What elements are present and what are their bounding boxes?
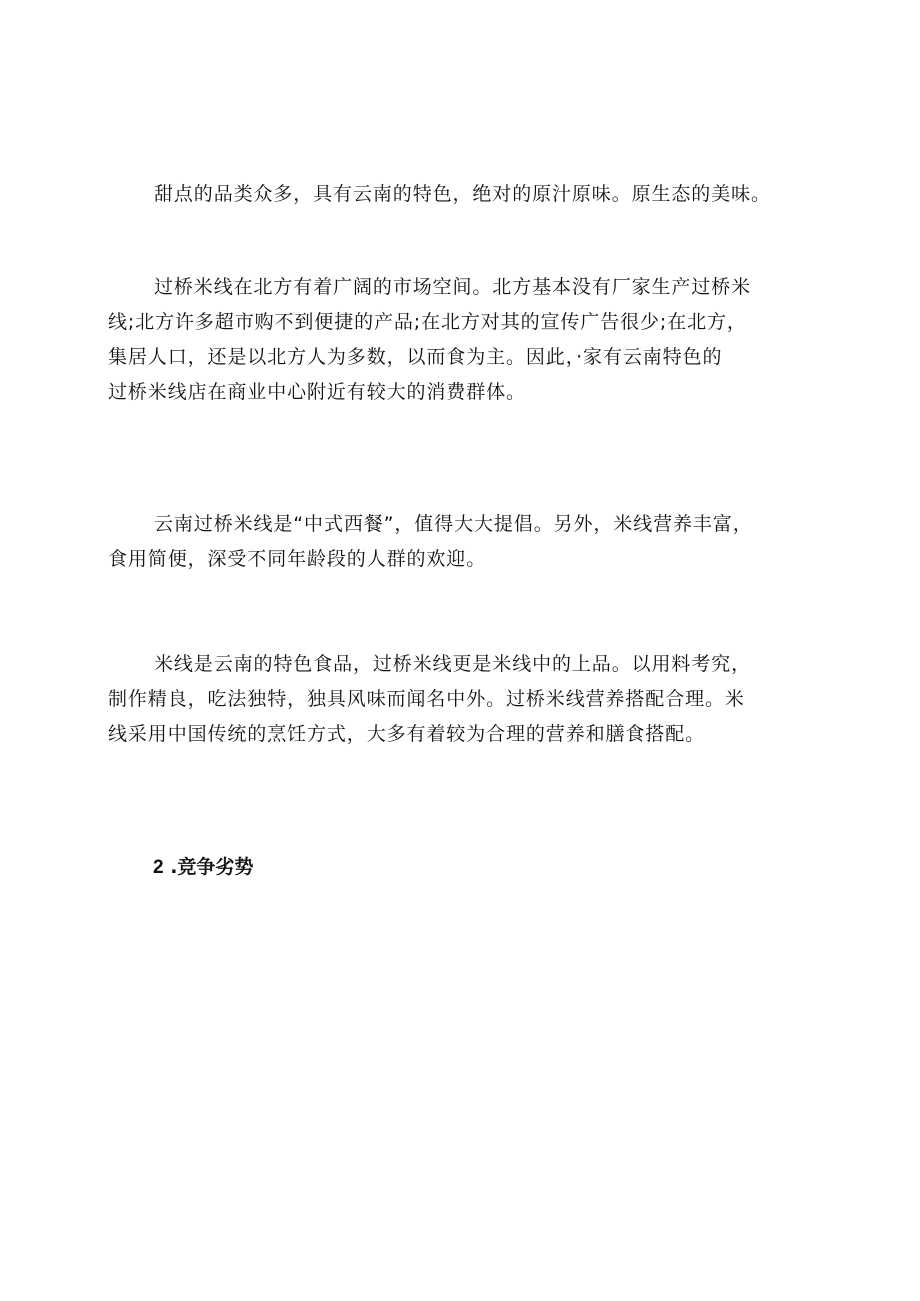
paragraph-line: 制作精良，吃法独特，独具风味而闻名中外。过桥米线营养搭配合理。米 xyxy=(108,688,745,710)
paragraph-line: 食用简便，深受不同年龄段的人群的欢迎。 xyxy=(108,548,487,570)
paragraph-line: 云南过桥米线是“中式西餐”，值得大大提倡。另外，米线营养丰富， xyxy=(154,513,753,535)
paragraph-specialty-food xyxy=(108,647,820,752)
paragraph-northern-market xyxy=(108,270,820,410)
paragraph-chinese-western xyxy=(108,507,820,577)
paragraph-line: 米线是云南的特色食品，过桥米线更是米线中的上品。以用料考究， xyxy=(154,653,752,675)
paragraph-line: 线;北方许多超市购不到便捷的产品;在北方对其的宣传广告很少;在北方， xyxy=(108,311,747,333)
paragraph-line: 过桥米线店在商业中心附近有较大的消费群体。 xyxy=(108,381,526,403)
paragraph-dessert xyxy=(108,177,820,212)
paragraph-line: 集居人口，还是以北方人为多数，以而食为主。因此，·家有云南特色的 xyxy=(108,346,723,368)
paragraph-line: 过桥米线在北方有着广阔的市场空间。北方基本没有厂家生产过桥米 xyxy=(154,276,752,298)
paragraph-line: 甜点的品类众多，具有云南的特色，绝对的原汁原味。原生态的美味。 xyxy=(154,183,771,205)
section-title: .竞争劣势 xyxy=(170,856,254,878)
paragraph-line: 线采用中国传统的烹饪方式，大多有着较为合理的营养和膳食搭配。 xyxy=(108,723,706,745)
section-heading-competitive-disadvantage xyxy=(153,850,253,885)
section-number: 2 xyxy=(153,857,164,878)
